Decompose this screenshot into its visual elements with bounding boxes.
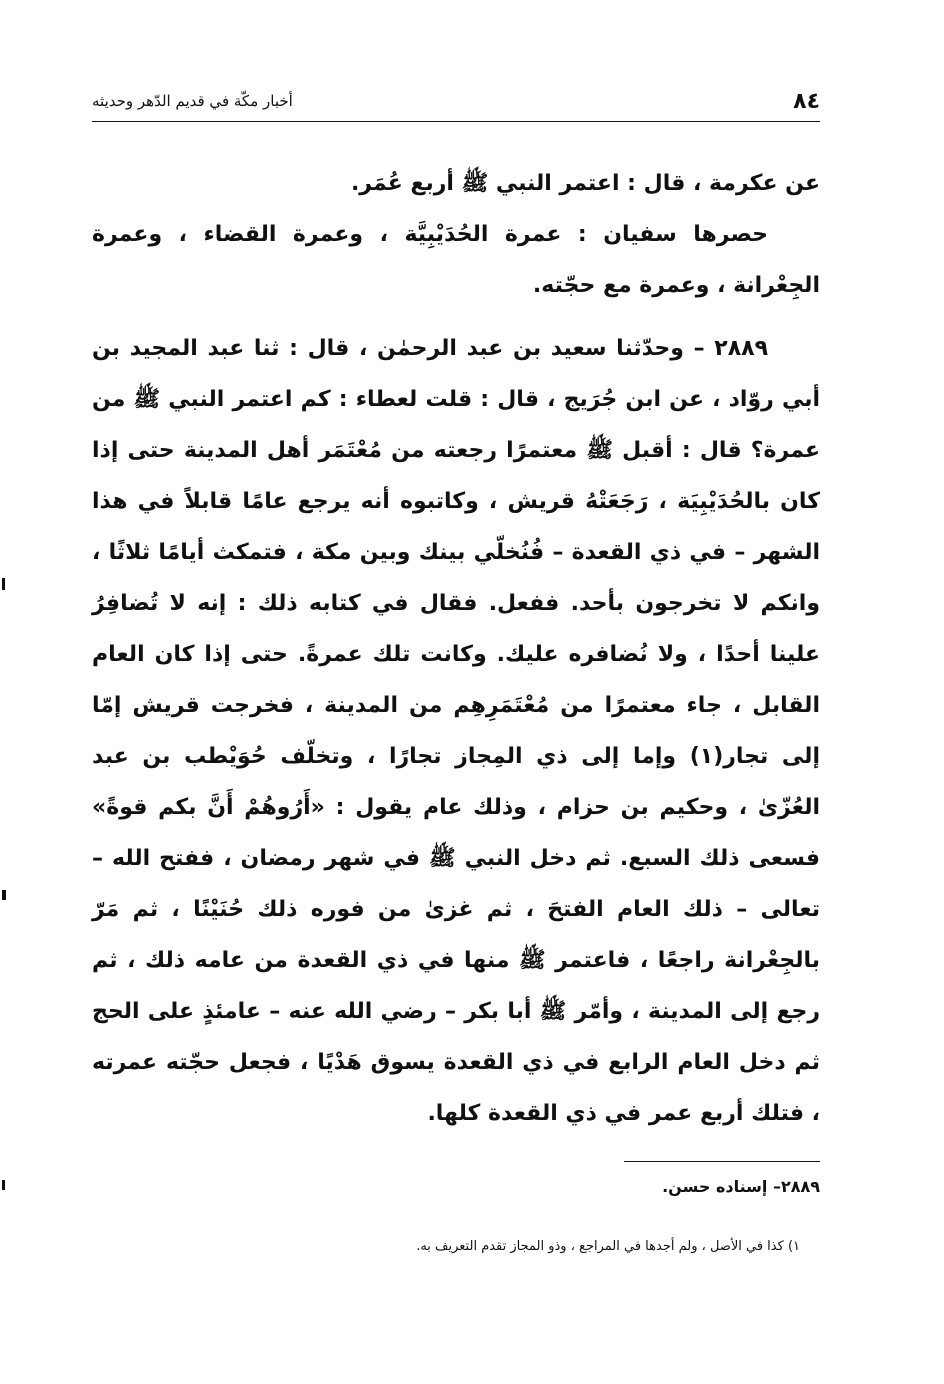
scan-mark — [2, 578, 5, 590]
header-divider — [92, 121, 820, 122]
page-number: ٨٤ — [793, 89, 820, 114]
footnote-isnad: ٢٨٨٩– إسناده حسن. — [662, 1177, 820, 1196]
scan-mark — [2, 890, 6, 900]
book-title: أخبار مكّة في قديم الدّهر وحديثه — [92, 92, 293, 110]
footnote-note: ١) كذا في الأصل ، ولم أجدها في المراجع ، وذو المجاز تقدم التعريف به. — [416, 1239, 800, 1254]
paragraph-sufyan: حصرها سفيان : عمرة الحُدَيْبِيَّة ، وعمرة القضاء ، وعمرة الجِعْرانة ، وعمرة مع حجّته. — [92, 222, 820, 298]
scan-mark — [2, 1180, 5, 1190]
running-header — [92, 80, 820, 120]
main-text — [92, 158, 820, 1139]
footnote-divider — [624, 1161, 820, 1162]
paragraph-intro: عن عكرمة ، قال : اعتمر النبي ﷺ أربع عُمَر. — [350, 171, 820, 196]
paragraph-gap — [92, 311, 820, 323]
paragraph-hadith-2889: ٢٨٨٩ – وحدّثنا سعيد بن عبد الرحمٰن ، قال : ثنا عبد المجيد بن أبي روّاد ، عن ابن جُرَيج ، قال : قلت لعطاء : كم اعتمر النبي ﷺ من عمرة؟ قال : أقبل ﷺ معتمرًا رجعته من مُعْتَمَر أهل المدينة حتى إذا كان بالحُدَيْبِيَة ، رَجَعَتْهُ قريش ، وكاتبوه أنه يرجع عامًا قابلاً في هذا الشهر – في ذي القعدة – فُنُخلّي بينك وبين مكة ، فتمكث أيامًا ثلاثًا ، وانكم لا تخرجون بأحد. ففعل. فقال في كتابه ذلك : إنه لا تُضافِرُ علينا أحدًا ، ولا نُضافره عليك. وكانت تلك عمرةً. حتى إذا كان العام القابل ، جاء معتمرًا من مُعْتَمَرِهِم من المدينة ، فخرجت قريش إمّا إلى تجار(١) وإما إلى ذي المِجاز تجارًا ، وتخلّف حُوَيْطب بن عبد العُزّىٰ ، وحكيم بن حزام ، وذلك عام يقول : «أَرُوهُمْ أَنَّ بكم قوةً» فسعى ذلك السبع. ثم دخل النبي ﷺ في شهر رمضان ، ففتح الله – تعالى – ذلك العام الفتحَ ، ثم غزىٰ من فوره ذلك حُنَيْنًا ، ثم مَرّ بالجِعْرانة راجعًا ، فاعتمر ﷺ منها في ذي القعدة من عامه ذلك ، ثم رجع إلى المدينة ، وأمّر ﷺ أبا بكر – رضي الله عنه – عامئذٍ على الحج ثم دخل العام الرابع في ذي القعدة يسوق هَدْيًا ، فجعل حجّته عمرته ، فتلك أربع عمر في ذي القعدة كلها. — [92, 336, 820, 1126]
